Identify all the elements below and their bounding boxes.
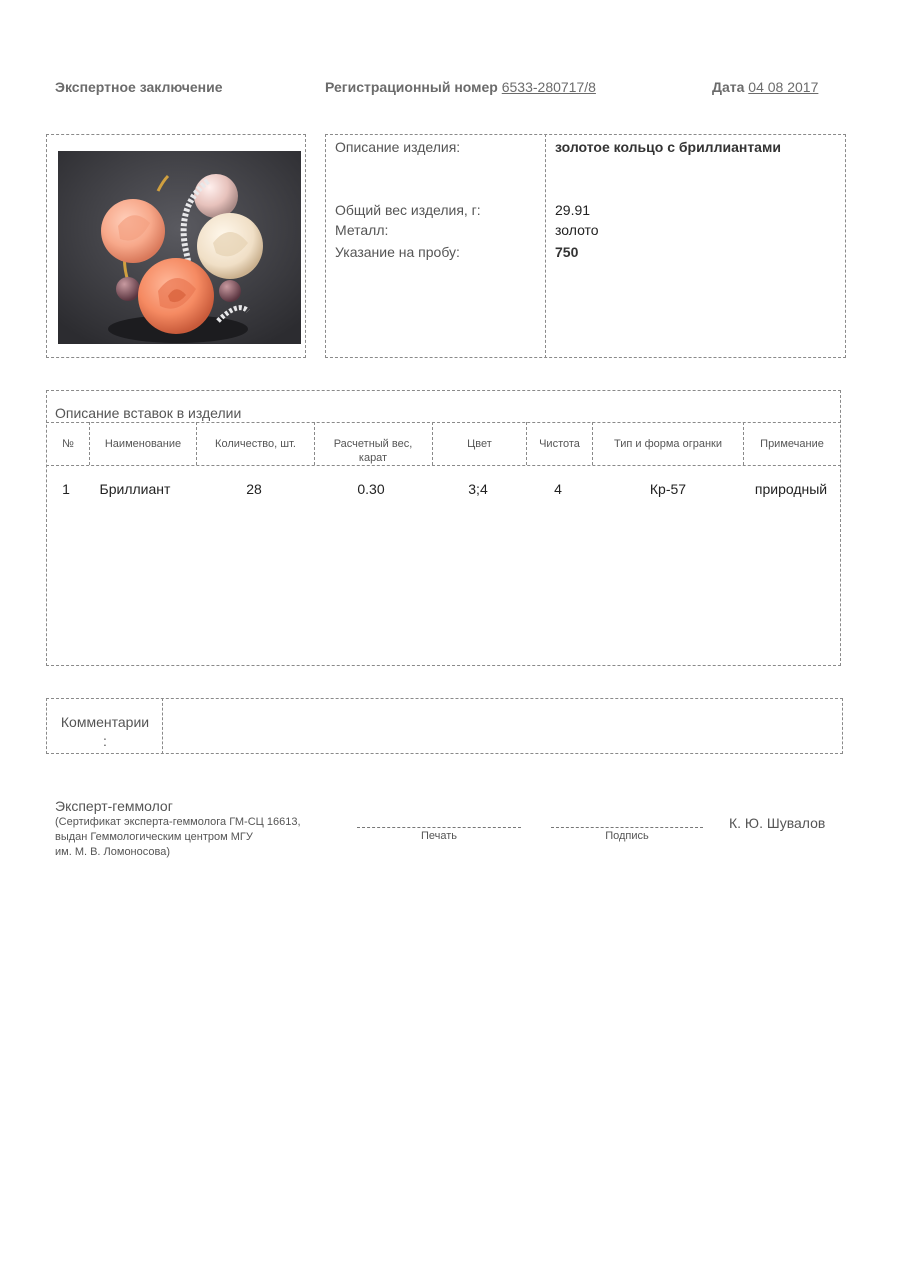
expert-title: Эксперт-геммолог — [55, 798, 173, 814]
item-description-label: Описание изделия: — [335, 139, 461, 155]
table-rule — [46, 422, 841, 423]
table-rule — [46, 465, 841, 466]
cell-name: Бриллиант — [99, 481, 171, 497]
cell-weight: 0.30 — [357, 481, 385, 497]
metal-label: Металл: — [335, 222, 389, 238]
cell-no: 1 — [62, 481, 70, 497]
inserts-table-frame — [46, 390, 841, 666]
column-header-no: № — [62, 438, 74, 450]
comments-divider — [162, 698, 163, 754]
comments-label — [50, 713, 160, 751]
registration-label: Регистрационный номер — [325, 79, 498, 95]
expert-certificate — [55, 815, 345, 860]
photo-frame — [46, 134, 306, 358]
cell-color: 3;4 — [468, 481, 488, 497]
column-header-name: Наименование — [104, 438, 182, 450]
metal-value: золото — [555, 222, 599, 238]
item-description-value: золотое кольцо с бриллиантами — [555, 139, 781, 155]
column-header-quantity: Количество, шт. — [215, 438, 296, 450]
column-divider — [314, 422, 315, 465]
comments-label-text: Комментарии — [60, 714, 150, 730]
signature-line — [551, 827, 703, 828]
hallmark-label: Указание на пробу: — [335, 244, 460, 260]
expert-name: К. Ю. Шувалов — [729, 815, 826, 831]
comments-label-colon: : — [103, 733, 107, 749]
inserts-title: Описание вставок в изделии — [55, 405, 242, 421]
cell-quantity: 28 — [246, 481, 262, 497]
column-header-weight: Расчетный вес, карат — [333, 438, 413, 464]
cell-note: природный — [754, 481, 828, 497]
cell-cut: Кр-57 — [649, 481, 687, 497]
signature-caption: Подпись — [605, 830, 649, 842]
cell-clarity: 4 — [554, 481, 562, 497]
stamp-caption: Печать — [420, 830, 458, 842]
hallmark-value: 750 — [555, 244, 579, 260]
registration-field — [325, 79, 596, 95]
registration-number: 6533-280717/8 — [501, 79, 596, 95]
date-label: Дата — [712, 79, 745, 95]
certificate-line: им. М. В. Ломоносова) — [55, 846, 170, 858]
column-header-note: Примечание — [760, 438, 824, 450]
column-header-clarity: Чистота — [539, 438, 580, 450]
description-divider — [545, 134, 546, 358]
column-header-cut: Тип и форма огранки — [613, 438, 722, 450]
certificate-line: выдан Геммологическим центром МГУ — [55, 831, 253, 843]
document-title: Экспертное заключение — [55, 79, 223, 95]
stamp-line — [357, 827, 521, 828]
date-field — [712, 79, 818, 95]
column-header-color: Цвет — [467, 438, 492, 450]
date-value: 04 08 2017 — [748, 79, 819, 95]
comments-value — [170, 713, 830, 735]
total-weight-value: 29.91 — [555, 202, 591, 218]
ring-photo — [58, 151, 301, 344]
certificate-line: (Сертификат эксперта-геммолога ГМ-СЦ 16613, — [55, 816, 301, 828]
total-weight-label: Общий вес изделия, г: — [335, 202, 481, 218]
